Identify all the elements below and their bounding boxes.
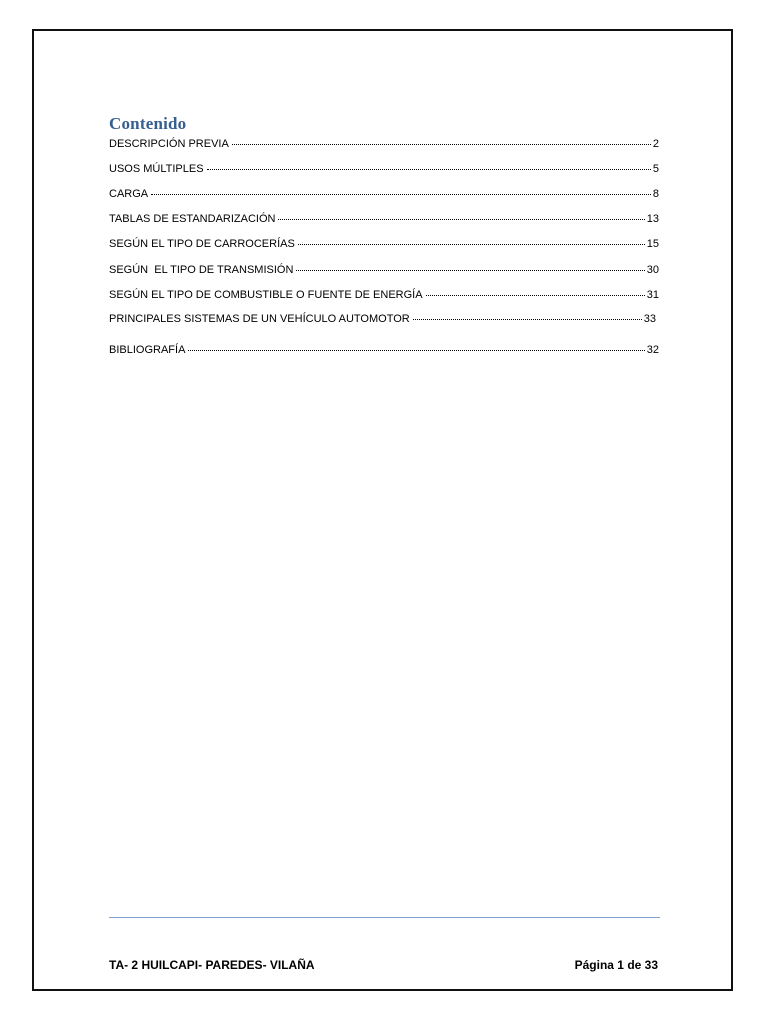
- toc-entry-page: 31: [646, 289, 659, 301]
- footer-page-number: Página 1 de 33: [574, 958, 658, 972]
- dot-leader: [207, 160, 651, 170]
- toc-entry-label: TABLAS DE ESTANDARIZACIÓN: [109, 213, 276, 225]
- dot-leader: [426, 286, 645, 296]
- footer-authors: TA- 2 HUILCAPI- PAREDES- VILAÑA: [109, 958, 315, 972]
- dot-leader: [232, 135, 651, 145]
- toc-entry-transmision[interactable]: [109, 263, 659, 279]
- toc-entry-page: 30: [646, 264, 659, 276]
- dot-leader: [188, 341, 644, 351]
- toc-entry-page: 8: [652, 188, 659, 200]
- toc-entry-sistemas-automotor[interactable]: [109, 312, 656, 328]
- toc-entry-label: SEGÚN EL TIPO DE TRANSMISIÓN: [109, 264, 294, 276]
- toc-entry-label: DESCRIPCIÓN PREVIA: [109, 138, 229, 150]
- toc-entry-bibliografia[interactable]: [109, 343, 659, 359]
- toc-entry-label: SEGÚN EL TIPO DE COMBUSTIBLE O FUENTE DE ENERGÍA: [109, 289, 423, 301]
- dot-leader: [413, 310, 642, 320]
- toc-entry-tablas-estandarizacion[interactable]: [109, 212, 659, 228]
- dot-leader: [151, 185, 651, 195]
- toc-entry-label: PRINCIPALES SISTEMAS DE UN VEHÍCULO AUTOMOTOR: [109, 313, 410, 325]
- dot-leader: [278, 210, 644, 220]
- toc-entry-page: 2: [652, 138, 659, 150]
- toc-entry-page: 5: [652, 163, 659, 175]
- toc-entry-page: 15: [646, 238, 659, 250]
- dot-leader: [296, 261, 644, 271]
- toc-entry-carrocerias[interactable]: [109, 237, 659, 253]
- toc-title: Contenido: [109, 114, 187, 133]
- toc-entry-label: SEGÚN EL TIPO DE CARROCERÍAS: [109, 238, 295, 250]
- footer-divider: [109, 917, 660, 918]
- toc-entry-descripcion-previa[interactable]: [109, 137, 659, 153]
- dot-leader: [298, 235, 645, 245]
- toc-entry-usos-multiples[interactable]: [109, 162, 659, 178]
- toc-entry-page: 13: [646, 213, 659, 225]
- toc-entry-page: 33: [643, 313, 656, 325]
- toc-entry-label: BIBLIOGRAFÍA: [109, 344, 186, 356]
- toc-entry-page: 32: [646, 344, 659, 356]
- toc-entry-label: USOS MÚLTIPLES: [109, 163, 204, 175]
- toc-entry-label: CARGA: [109, 188, 149, 200]
- toc-entry-carga[interactable]: [109, 187, 659, 203]
- toc-entry-combustible[interactable]: [109, 288, 659, 304]
